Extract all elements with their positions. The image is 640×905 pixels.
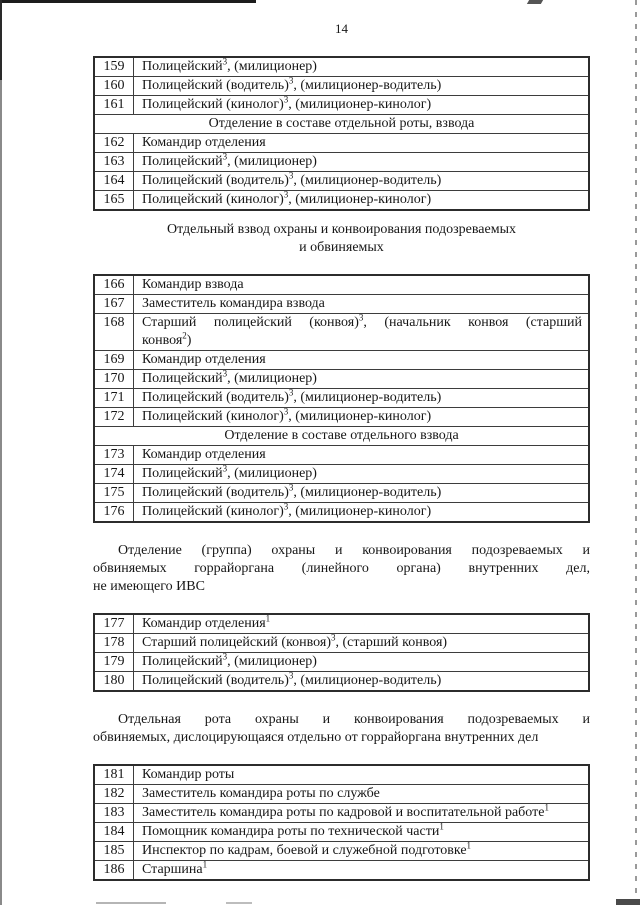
table-row [95,133,588,152]
row-number-cell: 186 [95,861,134,879]
document-content [93,56,590,881]
scan-edge-right [635,0,637,905]
row-title-cell: Командир отделения [142,135,266,150]
row-title-cell [134,314,588,350]
table-row [95,652,588,671]
table-row [95,190,588,209]
row-number-cell: 182 [95,785,134,803]
section-header-cell: Отделение в составе отдельного взвода [224,428,459,443]
text-line: Отделение (группа) охраны и конвоирования подозреваемых и [118,543,590,558]
section-heading [93,542,590,596]
table-row [95,276,588,294]
row-title-cell: Полицейский (кинолог)$^3$, (милиционер-кинолог) [142,406,432,424]
row-number-cell: 173 [95,446,134,464]
scan-edge-bottom [96,902,166,904]
scan-mark-top-right [527,0,543,4]
row-title-cell: Инспектор по кадрам, боевой и служебной подготовке$^1$ [142,840,472,858]
table-row [95,95,588,114]
row-number-cell: 163 [95,153,134,171]
row-number-cell: 174 [95,465,134,483]
row-title-cell: Полицейский (водитель)$^3$, (милиционер-водитель) [142,170,442,188]
row-title-cell: Командир роты [142,767,235,782]
table-row [95,766,588,784]
row-title-cell: Полицейский (водитель)$^3$, (милиционер-водитель) [142,670,442,688]
row-number-cell: 160 [95,77,134,95]
row-title-cell: Заместитель командира роты по кадровой и воспитательной работе$^1$ [142,802,549,820]
row-number-cell: 162 [95,134,134,152]
row-title-cell: Помощник командира роты по технической части$^1$ [142,821,444,839]
table-section-header-row [95,426,588,445]
table-row [95,58,588,76]
row-title-cell: Заместитель командира взвода [142,296,325,311]
text-line: и обвиняемых [299,240,384,255]
section-header-cell: Отделение в составе отдельной роты, взвода [208,116,475,131]
scan-mark-bottom-right [616,899,640,905]
table-row [95,76,588,95]
positions-table [93,764,590,881]
table-row [95,369,588,388]
row-title-cell: Полицейский$^3$, (милиционер) [142,463,317,481]
table-row [95,615,588,633]
row-number-cell: 169 [95,351,134,369]
row-number-cell: 185 [95,842,134,860]
row-title-cell: Командир взвода [142,277,244,292]
row-title-cell: Полицейский (кинолог)$^3$, (милиционер-кинолог) [142,94,432,112]
positions-table [93,56,590,211]
table-row [95,784,588,803]
table-row [95,502,588,521]
row-number-cell: 166 [95,276,134,294]
row-title-cell: Полицейский$^3$, (милиционер) [142,56,317,74]
table-section-header-row [95,114,588,133]
row-number-cell: 184 [95,823,134,841]
table-row [95,633,588,652]
page-number: 14 [335,21,348,36]
table-row [95,822,588,841]
row-number-cell: 172 [95,408,134,426]
row-title-cell: Полицейский (кинолог)$^3$, (милиционер-кинолог) [142,189,432,207]
text-line: Старший полицейский (конвоя)$^3$, (начальник конвоя (старший [142,312,583,330]
table-row [95,445,588,464]
table-row [95,803,588,822]
row-title-cell: Полицейский (водитель)$^3$, (милиционер-водитель) [142,482,442,500]
row-number-cell: 183 [95,804,134,822]
row-number-cell: 181 [95,766,134,784]
row-number-cell: 179 [95,653,134,671]
row-number-cell: 177 [95,615,134,633]
row-title-cell: Командир отделения [142,352,266,367]
text-line: конвоя$^2$) [142,330,192,348]
row-title-cell: Командир отделения$^1$ [142,613,271,631]
row-number-cell: 161 [95,96,134,114]
table-row [95,171,588,190]
row-number-cell: 178 [95,634,134,652]
table-row [95,407,588,426]
table-row [95,841,588,860]
document-page [93,0,590,881]
positions-table [93,613,590,692]
row-title-cell: Полицейский$^3$, (милиционер) [142,368,317,386]
row-title-cell: Полицейский$^3$, (милиционер) [142,651,317,669]
row-title-cell: Старшина$^1$ [142,859,208,877]
text-line: обвиняемых, дислоцирующаяся отдельно от горрайоргана внутренних дел [93,730,539,745]
row-number-cell: 168 [95,314,134,350]
table-row [95,152,588,171]
positions-table [93,274,590,523]
section-heading [93,711,590,747]
scan-edge-bottom [226,902,252,904]
text-line: Отдельная рота охраны и конвоирования подозреваемых и [118,712,590,727]
table-row [95,388,588,407]
table-row [95,860,588,879]
row-title-cell: Полицейский (кинолог)$^3$, (милиционер-кинолог) [142,501,432,519]
table-row [95,294,588,313]
row-title-cell: Старший полицейский (конвоя)$^3$, (старший конвоя) [142,632,448,650]
table-row [95,350,588,369]
section-heading [93,221,590,257]
scan-edge-left [0,0,2,905]
row-title-cell: Полицейский$^3$, (милиционер) [142,151,317,169]
text-line: обвиняемых горрайоргана (линейного органа) внутренних дел, [93,561,590,576]
row-title-cell: Заместитель командира роты по службе [142,786,380,801]
scan-edge-top [0,0,256,3]
row-number-cell: 165 [95,191,134,209]
row-number-cell: 171 [95,389,134,407]
row-number-cell: 164 [95,172,134,190]
row-number-cell: 180 [95,672,134,690]
row-number-cell: 175 [95,484,134,502]
table-row [95,313,588,350]
row-number-cell: 159 [95,58,134,76]
row-number-cell: 176 [95,503,134,521]
row-number-cell: 170 [95,370,134,388]
table-row [95,483,588,502]
row-title-cell: Полицейский (водитель)$^3$, (милиционер-водитель) [142,387,442,405]
row-title-cell: Полицейский (водитель)$^3$, (милиционер-водитель) [142,75,442,93]
row-title-cell: Командир отделения [142,447,266,462]
table-row [95,464,588,483]
text-line: не имеющего ИВС [93,579,205,594]
row-number-cell: 167 [95,295,134,313]
text-line: Отдельный взвод охраны и конвоирования подозреваемых [166,222,516,237]
table-row [95,671,588,690]
